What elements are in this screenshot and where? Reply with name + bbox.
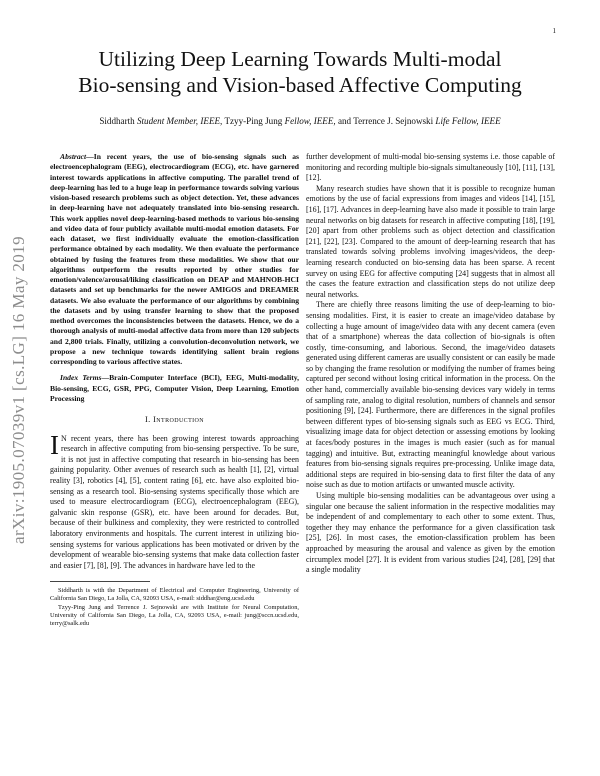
footnote-1-text: is with the Department of Electrical and Computer Engineering, University of California San Diego, La Jolla, CA, 92093 USA, e-mail: siddhar@eng.ucsd.edu xyxy=(50,587,299,603)
index-terms-label: Index Terms xyxy=(60,373,102,383)
author-list xyxy=(30,116,570,126)
footnote-divider xyxy=(50,581,150,582)
author-3-name: and Terrence J. Sejnowski xyxy=(337,116,434,126)
abstract-text: —In recent years, the use of bio-sensing signals such as electroencephalogram (EEG), electrocardiogram (ECG), etc. have garnered interest towards applications in affective computing. The parallel trend of deep-learning has led to a huge leap in performance towards solving various vision-based research problems such as object detection. Yet, these advances in deep-learning have not adequately translated into bio-sensing research. This work applies novel deep-learning-based methods to various bio-sensing and video data of four publicly available multi-modal emotion datasets. For each dataset, we first individually evaluate the emotion-classification performance obtained by each modality. We then evaluate the performance obtained by fusing the features from these modalities. We show that our algorithms outperform the results reported by other studies for emotion/valence/arousal/liking classification on DEAP and MAHNOB-HCI datasets and set up benchmarks for the newer AMIGOS and DREAMER datasets. We also evaluate the performance of our algorithms by combining the datasets and by using transfer learning to show that the proposed method overcomes the inconsistencies between the datasets. Hence, we do a thorough analysis of multi-modal affective data from more than 120 subjects and 2,800 trials. Finally, utilizing a convolution-deconvolution network, we propose a new technique towards identifying salient brain regions corresponding to various affective states. xyxy=(50,152,299,366)
author-1-role: Student Member, IEEE, xyxy=(136,116,223,126)
right-column xyxy=(306,152,555,576)
author-1-name: Siddharth xyxy=(99,116,135,126)
intro-smallcaps-lead: N xyxy=(61,433,67,443)
title-line-2: Bio-sensing and Vision-based Affective Computing xyxy=(78,73,522,97)
section-title: Introduction xyxy=(153,415,205,424)
index-terms-text: —Brain-Computer Interface (BCI), EEG, Multi-modality, Bio-sensing, ECG, GSR, PPG, Computer Vision, Deep Learning, Emotion Processing xyxy=(50,373,299,403)
footnote-2-text: and Terrence J. Sejnowski are with Institute for Neural Computation, University of California San Diego, La Jolla, CA, 92093 USA, e-mail: jung@sccn.ucsd.edu, terry@salk.edu xyxy=(50,603,299,627)
author-3-role: Life Fellow, IEEE xyxy=(435,116,501,126)
abstract xyxy=(50,152,299,367)
footnote-2-name: Tzyy-Ping Jung xyxy=(58,603,101,611)
arxiv-id: arXiv:1905.07039v1 [cs.LG] 16 May 2019 xyxy=(9,236,28,544)
page-number: 1 xyxy=(552,27,556,35)
footnote-affiliation-1 xyxy=(50,587,299,603)
intro-paragraph-4: Using multiple bio-sensing modalities can be advantageous over using a singular one because the salient information in the respective modalities may be independent of and complementary to each other to some extent. Thus, together they may enhance the performance for a given classification task [25], [26]. In most cases, the emotion-classification problem has been approached by measuring the arousal and valence as given by the emotion circumplex model [27]. It is evident from various studies [24], [28], [29] that a single modality xyxy=(306,491,555,575)
intro-paragraph-1-text: recent years, there has been growing interest towards approaching research in affective computing from bio-sensing perspective. To be sure, it is not just in affective computing that research in bio-sensing has been gaining popularity. Other avenues of research such as health [1], [2], virtual reality [3], robotics [4], [5], content rating [6], etc. have also exploited bio-sensing as a research tool. Bio-sensing systems specifically those which are used to measure electrocardiogram (ECG), electroencephalogram (EEG), galvanic skin response (GSR), etc. have been around for decades. But, because of their bulkiness and complexity, they were restricted to controlled laboratory environments and hospitals. The current interest in utilizing bio-sensing systems for various applications has been motivated or driven by the development of wearable bio-sensing systems that make data collection faster and easier [7], [8], [9]. The advances in hardware have led to the xyxy=(50,433,299,570)
section-number: I. xyxy=(144,415,151,424)
intro-paragraph-3: There are chiefly three reasons limiting the use of deep-learning to bio-sensing modalities. First, it is easier to create an image/video database by collecting a huge amount of image/video data with any decent camera (even that of a smartphone) whereas the data collection of bio-signals is often costly, time-consuming, and laborious. Second, the image/video datasets generated using different cameras are usually consistent or can easily be made so by changing the frame resolution or modifying the number of frames being captured per second without losing critical information in the process. On the other hand, commercially available bio-sensing devices vary widely in terms of sampling rate, analog to digital resolution, numbers of channels and sensor positioning [9], [24]. Furthermore, there are differences in the signal profiles between different types of bio-sensing signals such as EEG vs ECG. Third, visualizing image data for object detection or assessing emotions by looking at faces/body postures in the images is much easier (such as for manual tagging) and intuitive. But, extracting meaningful knowledge about various features from bio-sensing signals requires pre-processing. Unlike image data, additional steps are required in bio-sensing data to first filter the data of any noise such as due to motion artifacts or unwanted muscle activity. xyxy=(306,300,555,490)
left-column xyxy=(50,152,299,628)
footnote-1-name: Siddharth xyxy=(58,587,83,595)
intro-paragraph-1-continued: further development of multi-modal bio-sensing systems i.e. those capable of monitoring and recording multiple bio-signals simultaneously [10], [11], [13], [12]. xyxy=(306,152,555,183)
footnotes xyxy=(50,587,299,627)
author-2-name: Tzyy-Ping Jung xyxy=(224,116,283,126)
paper-title xyxy=(40,46,560,98)
index-terms xyxy=(50,373,299,404)
drop-cap-letter: I xyxy=(50,429,59,460)
intro-paragraph-2: Many research studies have shown that it is possible to recognize human emotions by the use of facial expressions from images and videos [14], [15], [16], [17]. Advances in deep-learning have also made it possible to train large neural networks on big datasets for research in affective computing [18], [19], [20] apart from other problems such as object detection and classification [21], [22], [23]. Compared to the amount of deep-learning research that has translated towards solving problems involving images/videos, the deep-learning research conducted on bio-sensing data has been sparse. A recent survey on using EEG for affective computing [24] suggests that in almost all the cases the feature extraction and classification steps do not utilize deep neural networks. xyxy=(306,183,555,299)
arxiv-sidebar-stamp xyxy=(9,190,29,590)
footnote-affiliation-2 xyxy=(50,604,299,628)
intro-paragraph-1 xyxy=(50,429,299,572)
author-2-role: Fellow, IEEE, xyxy=(284,116,336,126)
title-line-1: Utilizing Deep Learning Towards Multi-modal xyxy=(98,47,502,71)
abstract-label: Abstract xyxy=(60,152,87,161)
section-heading-introduction xyxy=(50,415,299,426)
